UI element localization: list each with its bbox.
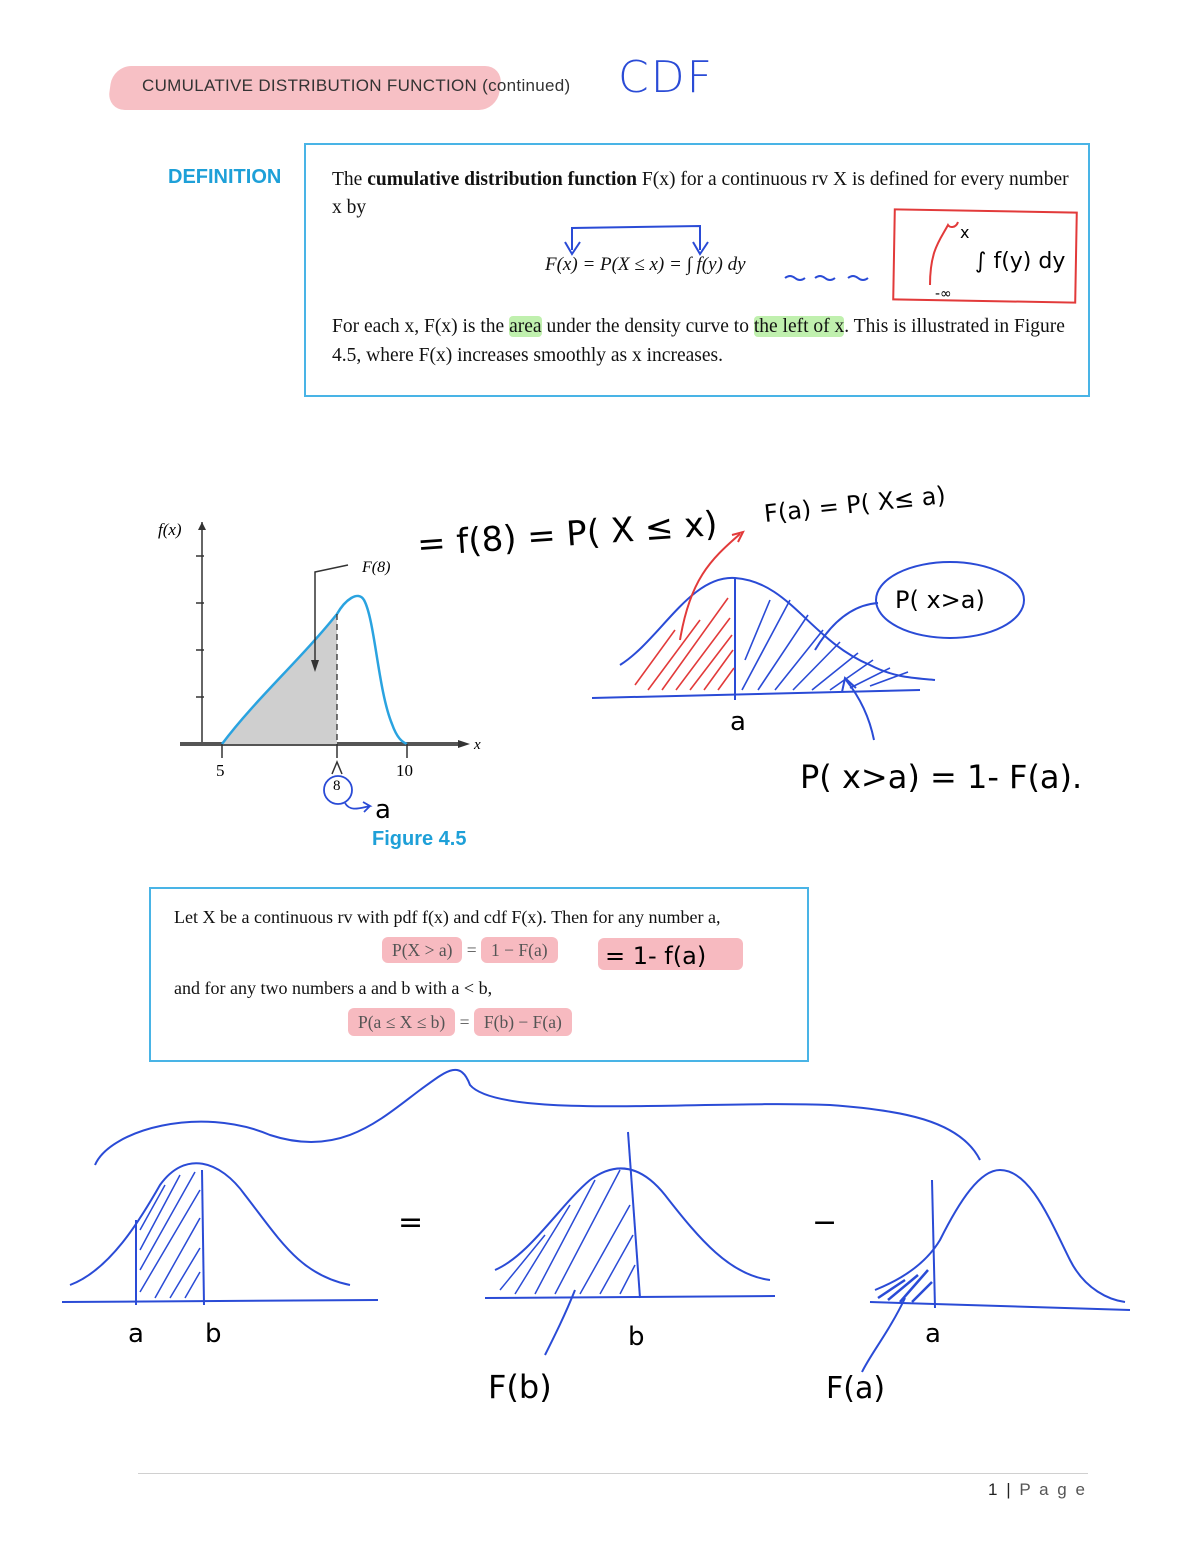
footer-divider [138,1473,1088,1474]
hand-brace [95,1070,980,1165]
page-separator: | [1006,1480,1013,1499]
hand-blue-hatching [742,600,908,690]
definition-equation: F(x) = P(X ≤ x) = ∫ f(y) dy [545,254,746,275]
hand-baseline-1 [592,690,920,698]
eq2-equals: = [459,1012,470,1032]
explanation-part-3: . This is illustrated in Figure 4.5, where F(x) increases smoothly as x increases. [332,316,1065,366]
sketch-label-b2: b [628,1322,645,1352]
eq1-equals: = [466,940,477,960]
sketch-label-Fa: F(a) [826,1371,886,1406]
figure-caption: Figure 4.5 [372,828,467,850]
sketch-label-a3: a [925,1319,941,1349]
explanation-part-1: For each x, F(x) is the [332,316,510,337]
definition-term: cumulative distribution function [367,169,637,190]
sketch-F-a [862,1170,1130,1372]
hand-int-body: ∫ f(y) dy [975,249,1066,274]
definition-hand-arrows [565,226,868,280]
y-axis-arrow-icon [198,522,206,530]
tick-10: 10 [396,761,413,780]
hand-bubble-text: P( x>a) [895,586,985,614]
eq2-lhs: P(a ≤ X ≤ b) [348,1008,455,1036]
hand-equation-1: = f(8) = P( X ≤ x) [415,504,719,565]
theorem-text-2: and for any two numbers a and b with a < b, [174,978,493,998]
x-axis-label: x [474,737,481,753]
sketch-equals: = [398,1205,424,1240]
x-axis-arrow-icon [458,740,470,748]
hand-int-upper: x [960,223,970,242]
integral-sign-icon [930,222,958,285]
page-number [988,1480,1087,1500]
hand-label-a: a [375,795,391,825]
tick-5: 5 [216,761,225,780]
handwritten-integral [930,222,1065,302]
hand-arrow-icon [345,802,370,812]
eq1-lhs: P(X > a) [382,937,462,963]
tick-8: 8 [333,778,341,794]
eq1-rhs: 1 − F(a) [481,937,558,963]
sketch-interval [62,1163,378,1305]
figure-4-5 [158,520,481,825]
definition-label: DEFINITION [168,166,282,188]
eq2-rhs: F(b) − F(a) [474,1008,572,1036]
explanation-part-2: under the density curve to [541,316,754,337]
hand-normal-curve-1 [592,532,1024,740]
page-word: P a g e [1019,1480,1087,1499]
sketch-label-a1: a [128,1319,144,1349]
hand-red-hatching [635,598,734,690]
definition-text-post: F(x) for a continuous rv X is defined for every number x by [332,169,1069,218]
y-axis-label: f(x) [158,520,182,539]
page-title-text: CUMULATIVE DISTRIBUTION FUNCTION (continued) [142,76,571,95]
definition-text-pre: The [332,169,368,190]
hand-equation-3: P( x>a) = 1- F(a). [800,758,1083,796]
sketch-label-b1: b [205,1319,222,1349]
hand-equation-2: F(a) = P( X≤ a) [762,481,947,528]
highlight-left-of-x: the left of x [753,316,845,337]
handwritten-cdf-note: CDF [618,52,714,103]
hand-int-lower: -∞ [935,286,952,302]
sketch-label-Fb: F(b) [488,1368,552,1406]
hand-theorem-eq: = 1- f(a) [605,942,707,970]
page-number-value: 1 [988,1480,1000,1499]
highlight-area: area [509,316,542,337]
theorem-text-1: Let X be a continuous rv with pdf f(x) and cdf F(x). Then for any number a, [174,907,721,927]
sketch-minus: − [812,1205,838,1240]
hand-a-label: a [730,707,746,737]
callout-label: F(8) [362,559,391,576]
